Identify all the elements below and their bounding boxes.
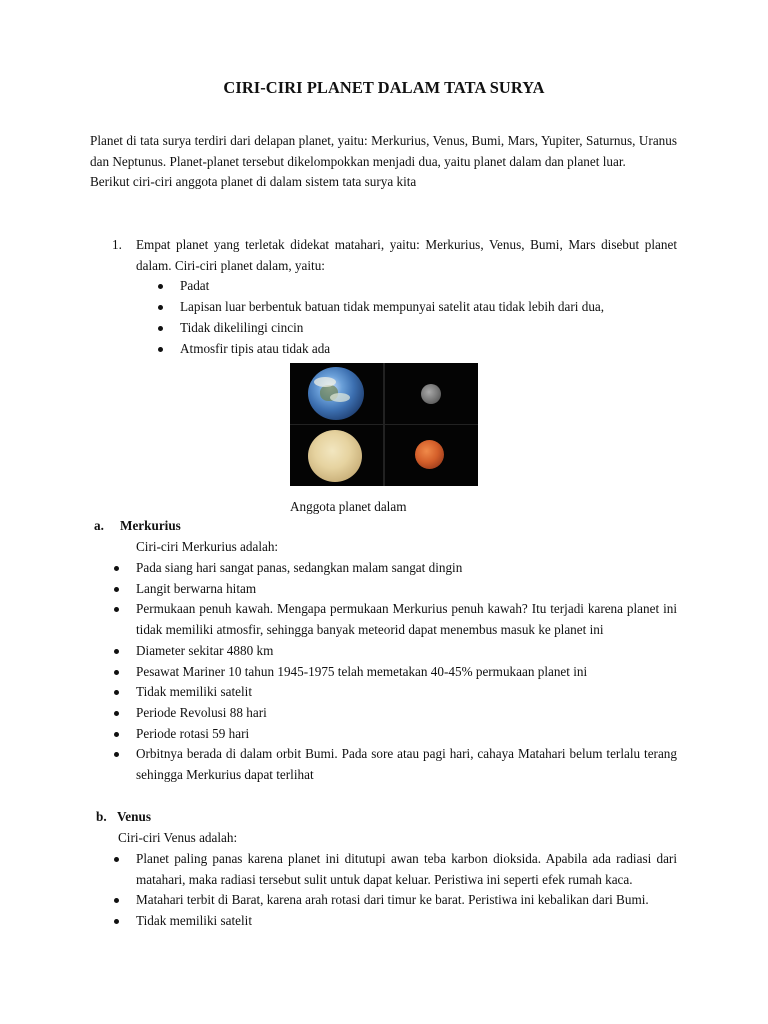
intro-paragraph-2: Berikut ciri-ciri anggota planet di dalam sistem tata surya kita — [90, 174, 417, 190]
mercury-planet — [421, 384, 441, 404]
bullet-item: Atmosfir tipis atau tidak ada — [90, 339, 677, 360]
bullet-icon — [158, 326, 163, 331]
figure-caption: Anggota planet dalam — [290, 499, 407, 514]
document-title: CIRI-CIRI PLANET DALAM TATA SURYA — [223, 78, 545, 97]
list-item-text: Empat planet yang terletak didekat matahari, yaitu: Merkurius, Venus, Bumi, Mars disebut planet dalam. Ciri-ciri planet dalam, yaitu: — [136, 237, 677, 273]
bullet-item: Planet paling panas karena planet ini ditutupi awan teba karbon dioksida. Apabila ada radiasi dari matahari, maka radiasi tersebut sulit untuk dapat keluar. Peristiwa ini seperti efek rumah kaca. — [90, 849, 677, 890]
section-name: Merkurius — [120, 518, 181, 533]
bullet-item: Tidak memiliki satelit — [90, 682, 677, 703]
bullet-item: Diameter sekitar 4880 km — [90, 641, 677, 662]
section-letter: b. — [96, 809, 107, 824]
earth-cloud — [330, 393, 350, 402]
merkurius-characteristics — [90, 558, 677, 786]
venus-planet — [308, 430, 362, 482]
section-lead: Ciri-ciri Merkurius adalah: — [136, 539, 279, 554]
bullet-icon — [114, 898, 119, 903]
numbered-list-item — [90, 235, 677, 276]
bullet-icon — [114, 607, 119, 612]
bullet-item: Langit berwarna hitam — [90, 579, 677, 600]
bullet-icon — [158, 305, 163, 310]
mercury-image — [385, 363, 478, 424]
bullet-icon — [158, 284, 163, 289]
section-name: Venus — [117, 809, 151, 824]
earth-image — [290, 363, 383, 424]
bullet-icon — [114, 690, 119, 695]
bullet-icon — [114, 566, 119, 571]
bullet-icon — [114, 649, 119, 654]
intro-paragraph-1: Planet di tata surya terdiri dari delapan planet, yaitu: Merkurius, Venus, Bumi, Mars, Yupiter, Saturnus, Uranus dan Neptunus. Planet-planet tersebut dikelompokkan menjadi dua, yaitu planet dalam dan planet luar. — [90, 133, 677, 169]
venus-image — [290, 425, 383, 486]
bullet-icon — [114, 711, 119, 716]
bullet-item: Pesawat Mariner 10 tahun 1945-1975 telah memetakan 40-45% permukaan planet ini — [90, 662, 677, 683]
list-number: 1. — [112, 237, 122, 252]
bullet-item: Padat — [90, 276, 677, 297]
bullet-icon — [114, 732, 119, 737]
bullet-item: Periode Revolusi 88 hari — [90, 703, 677, 724]
bullet-item: Tidak memiliki satelit — [90, 911, 677, 932]
earth-cloud — [314, 377, 336, 387]
numbered-list — [90, 235, 677, 359]
venus-characteristics — [90, 849, 677, 932]
bullet-icon — [114, 752, 119, 757]
bullet-item: Tidak dikelilingi cincin — [90, 318, 677, 339]
bullet-icon — [114, 919, 119, 924]
bullet-item: Matahari terbit di Barat, karena arah rotasi dari timur ke barat. Peristiwa ini kebalikan dari Bumi. — [90, 890, 677, 911]
planet-figure — [290, 363, 478, 486]
planet-dalam-characteristics — [90, 276, 677, 359]
bullet-item: Pada siang hari sangat panas, sedangkan malam sangat dingin — [90, 558, 677, 579]
section-letter: a. — [94, 518, 104, 533]
bullet-icon — [114, 857, 119, 862]
section-lead: Ciri-ciri Venus adalah: — [118, 830, 238, 845]
mars-planet — [415, 440, 444, 469]
bullet-icon — [114, 670, 119, 675]
bullet-item: Permukaan penuh kawah. Mengapa permukaan Merkurius penuh kawah? Itu terjadi karena planet ini tidak memiliki atmosfir, sehingga banyak meteorid dapat menembus masuk ke planet ini — [90, 599, 677, 640]
bullet-item: Lapisan luar berbentuk batuan tidak mempunyai satelit atau tidak lebih dari dua, — [90, 297, 677, 318]
bullet-item: Periode rotasi 59 hari — [90, 724, 677, 745]
bullet-icon — [158, 347, 163, 352]
bullet-item: Orbitnya berada di dalam orbit Bumi. Pada sore atau pagi hari, cahaya Matahari belum terlalu terang sehingga Merkurius dapat terlihat — [90, 744, 677, 785]
bullet-icon — [114, 587, 119, 592]
figure-divider — [290, 424, 478, 425]
intro-section — [90, 131, 677, 193]
mars-image — [385, 425, 478, 486]
